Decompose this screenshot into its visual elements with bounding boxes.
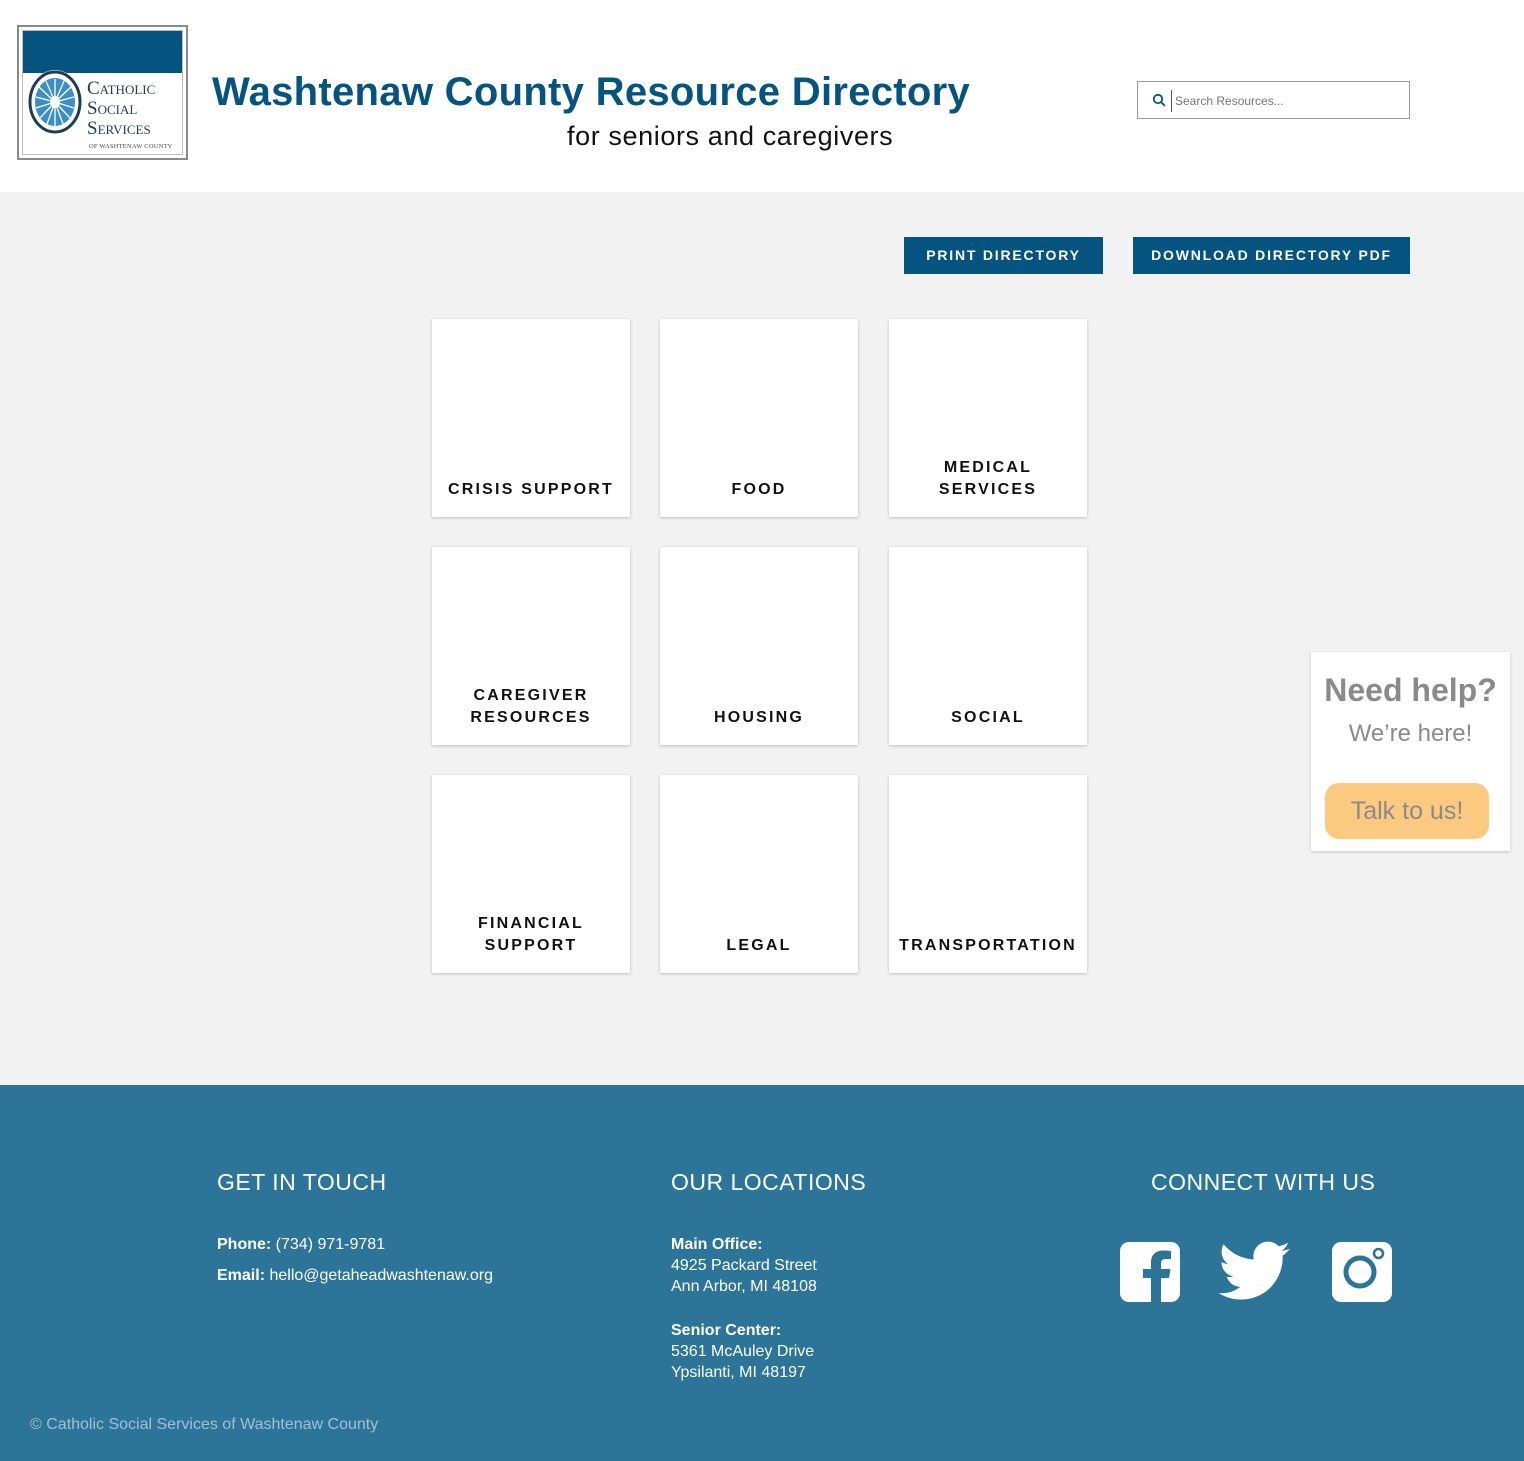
email-line (217, 1265, 493, 1286)
category-tile-social[interactable] (889, 547, 1087, 745)
talk-to-us-button[interactable]: Talk to us! (1325, 783, 1489, 839)
help-title: Need help? (1324, 672, 1497, 708)
category-label: CRISIS SUPPORT (448, 481, 614, 498)
senior-center-address (671, 1320, 814, 1383)
category-tile-financial-support[interactable] (432, 775, 630, 973)
phone-label: Phone: (217, 1236, 272, 1253)
logo-line-1: Catholic (87, 78, 156, 99)
our-locations-heading: OUR LOCATIONS (671, 1169, 867, 1195)
help-subtitle: We’re here! (1348, 720, 1473, 747)
page-subtitle: for seniors and caregivers (567, 121, 894, 151)
page-title: Washtenaw County Resource Directory (212, 70, 971, 114)
phone-line (217, 1234, 385, 1255)
logo-subline: OF WASHTENAW COUNTY (89, 143, 173, 150)
print-directory-button[interactable]: PRINT DIRECTORY (904, 237, 1103, 274)
facebook-icon[interactable] (1119, 1241, 1181, 1303)
email-link[interactable]: hello@getaheadwashtenaw.org (269, 1267, 493, 1284)
category-label: CAREGIVER RESOURCES (470, 687, 592, 726)
search-box[interactable] (1137, 81, 1410, 119)
senior-center-label: Senior Center: (671, 1322, 782, 1339)
email-label: Email: (217, 1267, 266, 1284)
copyright-text: © Catholic Social Services of Washtenaw County (30, 1416, 379, 1433)
instagram-icon[interactable] (1331, 1241, 1393, 1303)
logo-line-2: Social (87, 98, 138, 119)
category-label: LEGAL (726, 937, 792, 954)
seal-icon (27, 64, 87, 136)
main-office-address (671, 1234, 817, 1297)
site-footer (0, 1085, 1524, 1461)
logo-line-3: Services (87, 118, 151, 139)
senior-center-city: Ypsilanti, MI 48197 (671, 1364, 806, 1381)
main-office-street: 4925 Packard Street (671, 1257, 817, 1274)
category-label: FOOD (731, 481, 787, 498)
category-label: TRANSPORTATION (899, 937, 1077, 954)
senior-center-street: 5361 McAuley Drive (671, 1343, 815, 1360)
logo-frame (22, 30, 183, 155)
connect-with-us-heading: CONNECT WITH US (1151, 1169, 1376, 1195)
download-directory-pdf-button[interactable]: DOWNLOAD DIRECTORY PDF (1133, 237, 1410, 274)
main-office-label: Main Office: (671, 1236, 763, 1253)
category-tile-caregiver-resources[interactable] (432, 547, 630, 745)
category-tile-crisis-support[interactable] (432, 319, 630, 517)
category-label: FINANCIAL SUPPORT (477, 915, 584, 954)
phone-number[interactable]: (734) 971-9781 (275, 1236, 386, 1253)
search-icon (1152, 93, 1166, 107)
search-input[interactable] (1171, 90, 1401, 112)
category-tile-housing[interactable] (660, 547, 858, 745)
category-tile-transportation[interactable] (889, 775, 1087, 973)
site-header (0, 0, 1524, 192)
category-tile-medical-services[interactable] (889, 319, 1087, 517)
help-widget (1311, 652, 1510, 851)
category-tile-food[interactable] (660, 319, 858, 517)
category-label: SOCIAL (951, 709, 1025, 726)
main-office-city: Ann Arbor, MI 48108 (671, 1278, 817, 1295)
logo-wordmark (87, 79, 155, 139)
category-label: MEDICAL SERVICES (938, 459, 1038, 498)
get-in-touch-heading: GET IN TOUCH (217, 1169, 387, 1195)
css-logo[interactable] (17, 25, 188, 160)
category-label: HOUSING (713, 709, 805, 726)
twitter-icon[interactable] (1219, 1241, 1291, 1303)
category-tile-legal[interactable] (660, 775, 858, 973)
